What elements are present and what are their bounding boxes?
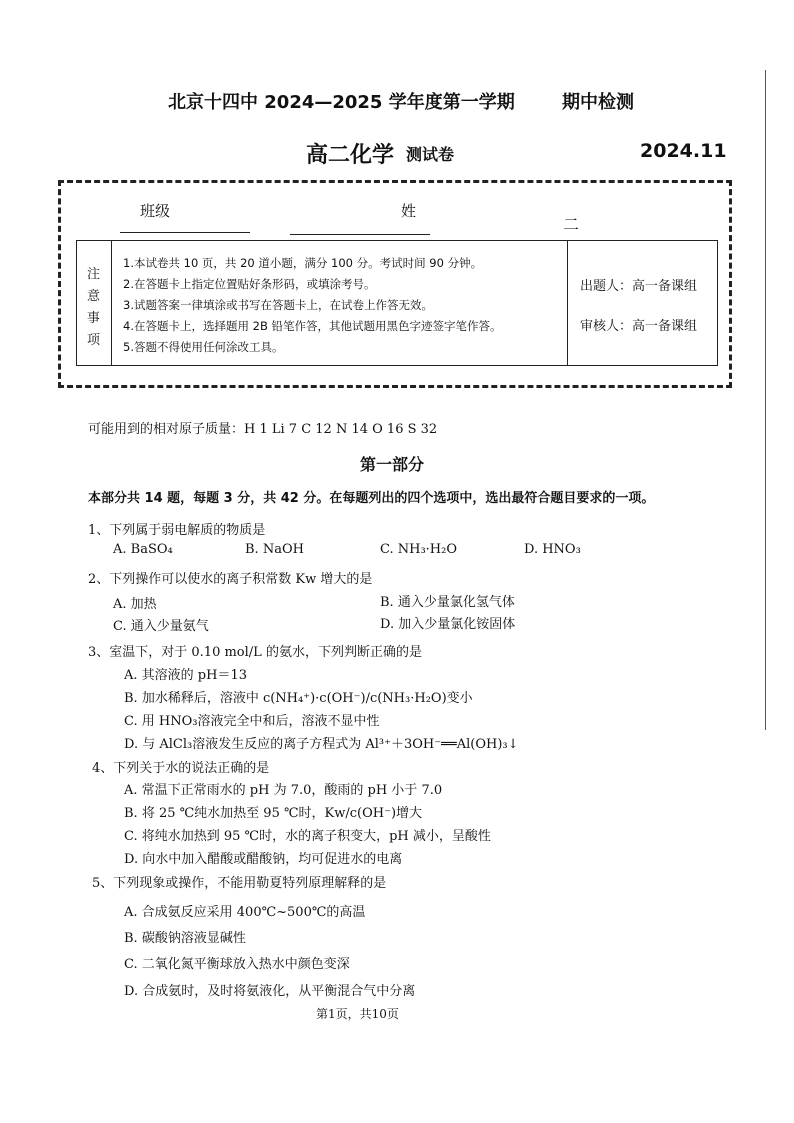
margin-line [765, 70, 766, 730]
name-underline [290, 234, 430, 235]
question-option: D. HNO₃ [524, 542, 581, 557]
notice-label-char: 意 [87, 289, 101, 304]
exam-date: 2024.11 [640, 140, 727, 162]
question-option: A. 其溶液的 pH＝13 [124, 668, 247, 683]
notice-label-char: 项 [87, 333, 101, 348]
atomic-masses: 可能用到的相对原子质量：H 1 Li 7 C 12 N 14 O 16 S 32 [88, 422, 438, 437]
notice-rule: 2.在答题卡上指定位置贴好条形码，或填涂考号。 [123, 277, 376, 291]
question-option: A. BaSO₄ [113, 542, 173, 557]
question-stem: 4、下列关于水的说法正确的是 [92, 761, 270, 776]
notice-label-char: 事 [87, 311, 101, 326]
question-option: A. 常温下正常雨水的 pH 为 7.0，酸雨的 pH 小于 7.0 [124, 783, 443, 798]
question-option: C. NH₃·H₂O [380, 542, 458, 557]
question-option: B. 碳酸钠溶液显碱性 [124, 931, 246, 946]
question-option: D. 与 AlCl₃溶液发生反应的离子方程式为 Al³⁺＋3OH⁻══Al(OH)₃↓ [124, 737, 519, 752]
question-option: B. 通入少量氯化氢气体 [380, 595, 515, 610]
notice-label-char: 注 [87, 267, 101, 282]
question-option: D. 加入少量氯化铵固体 [380, 617, 516, 632]
question-stem: 2、下列操作可以使水的离子积常数 Kw 增大的是 [88, 572, 373, 587]
question-option: B. 将 25 ℃纯水加热至 95 ℃时，Kw/c(OH⁻)增大 [124, 806, 423, 821]
question-stem: 1、下列属于弱电解质的物质是 [88, 523, 266, 538]
question-option: B. 加水稀释后，溶液中 c(NH₄⁺)·c(OH⁻)/c(NH₃·H₂O)变小 [124, 691, 473, 706]
notice-label-column [77, 241, 112, 365]
name-label: 姓 [401, 202, 417, 220]
question-option: C. 二氧化氮平衡球放入热水中颜色变深 [124, 957, 350, 972]
exam-type: 期中检测 [562, 92, 634, 113]
question-option: A. 加热 [113, 597, 157, 612]
question-option: C. 通入少量氨气 [113, 619, 209, 634]
subject-title: 高二化学 [306, 142, 395, 168]
part-heading: 第一部分 [360, 455, 425, 474]
class-label: 班级 [140, 202, 171, 220]
question-option: D. 合成氨时，及时将氨液化，从平衡混合气中分离 [124, 984, 416, 999]
notice-rule: 4.在答题卡上，选择题用 2B 铅笔作答，其他试题用黑色字迹签字笔作答。 [123, 319, 502, 333]
question-option: C. 用 HNO₃溶液完全中和后，溶液不显中性 [124, 714, 380, 729]
page-number: 第1页，共10页 [316, 1007, 399, 1021]
setter-label: 出题人：高一备课组 [580, 279, 698, 294]
subject-suffix: 测试卷 [406, 145, 455, 164]
question-stem: 3、室温下，对于 0.10 mol/L 的氨水，下列判断正确的是 [88, 645, 422, 660]
question-option: C. 将纯水加热到 95 ℃时，水的离子积变大，pH 减小，呈酸性 [124, 829, 491, 844]
question-option: D. 向水中加入醋酸或醋酸钠，均可促进水的电离 [124, 852, 403, 867]
extra-mark: 二 [563, 215, 580, 234]
notice-rule: 3.试题答案一律填涂或书写在答题卡上，在试卷上作答无效。 [123, 298, 433, 312]
notice-rule: 1.本试卷共 10 页，共 20 道小题，满分 100 分。考试时间 90 分钟。 [123, 256, 483, 270]
question-stem: 5、下列现象或操作，不能用勒夏特列原理解释的是 [92, 876, 387, 891]
notice-staff-column [567, 241, 718, 365]
reviewer-label: 审核人：高一备课组 [580, 319, 698, 334]
school-title: 北京十四中 2024—2025 学年度第一学期 [168, 92, 515, 113]
class-underline [120, 232, 250, 233]
question-option: A. 合成氨反应采用 400℃~500℃的高温 [124, 905, 366, 920]
part-instruction: 本部分共 14 题，每题 3 分，共 42 分。在每题列出的四个选项中，选出最符合题目要求的一项。 [88, 491, 655, 506]
notice-box [76, 240, 718, 366]
question-option: B. NaOH [245, 542, 304, 557]
notice-rule: 5.答题不得使用任何涂改工具。 [123, 340, 284, 354]
